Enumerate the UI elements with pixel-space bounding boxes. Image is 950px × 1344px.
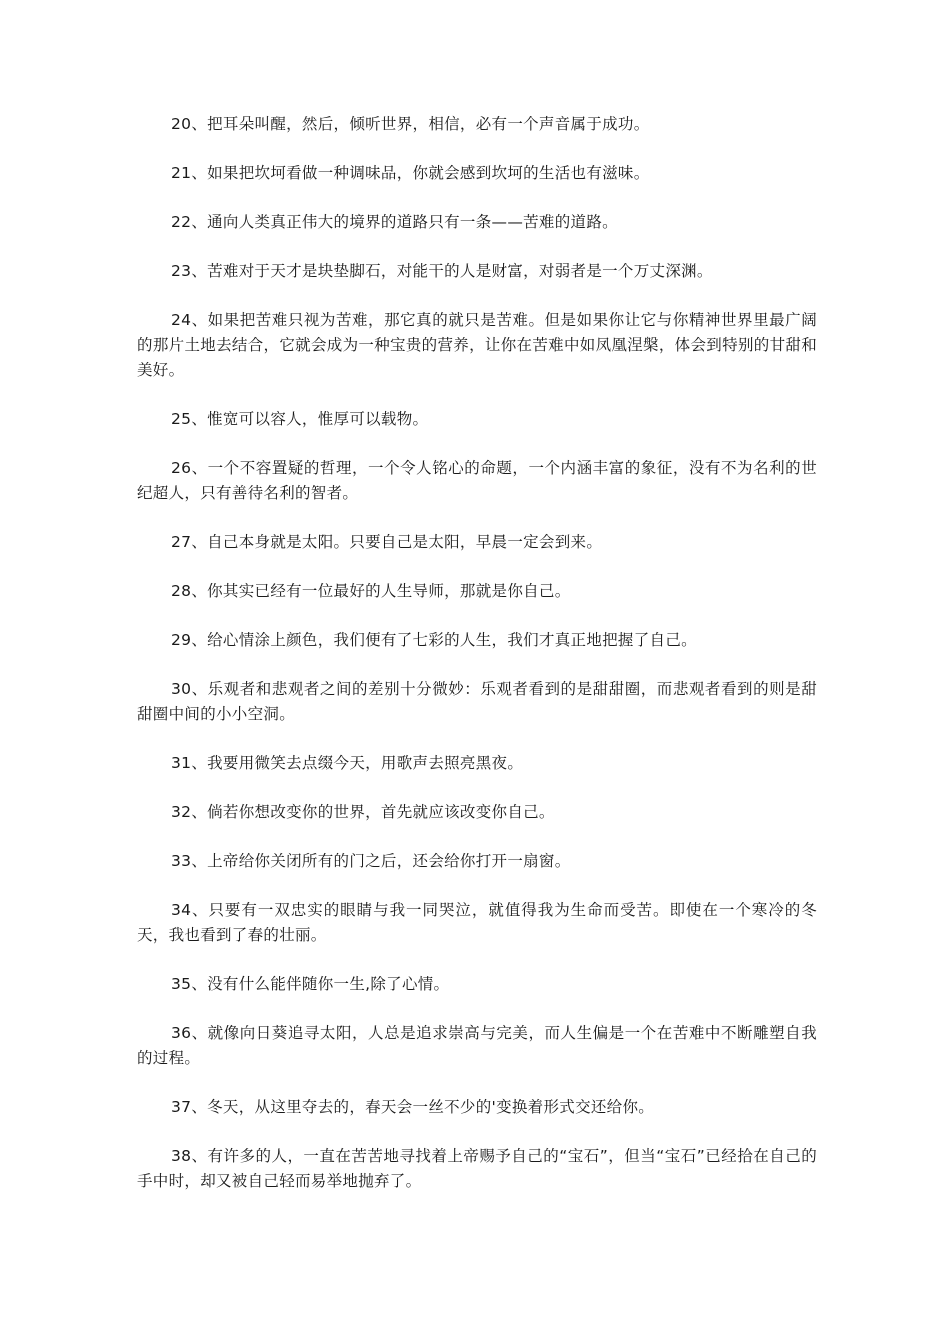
- paragraph-26: 26、一个不容置疑的哲理，一个令人铭心的命题，一个内涵丰富的象征，没有不为名利的世纪超人，只有善待名利的智者。: [137, 459, 817, 502]
- paragraph-27: 27、自己本身就是太阳。只要自己是太阳，早晨一定会到来。: [171, 533, 603, 551]
- paragraph-21: 21、如果把坎坷看做一种调味品，你就会感到坎坷的生活也有滋味。: [171, 164, 650, 182]
- paragraph-30: 30、乐观者和悲观者之间的差别十分微妙：乐观者看到的是甜甜圈，而悲观者看到的则是甜甜圈中间的小小空洞。: [137, 680, 817, 723]
- paragraph-31: 31、我要用微笑去点缀今天，用歌声去照亮黑夜。: [171, 754, 524, 772]
- paragraph-23: 23、苦难对于天才是块垫脚石，对能干的人是财富，对弱者是一个万丈深渊。: [171, 262, 713, 280]
- paragraph-34: 34、只要有一双忠实的眼睛与我一同哭泣，就值得我为生命而受苦。即使在一个寒冷的冬天，我也看到了春的壮丽。: [137, 901, 817, 944]
- paragraph-28: 28、你其实已经有一位最好的人生导师，那就是你自己。: [171, 582, 571, 600]
- paragraph-37: 37、冬天，从这里夺去的，春天会一丝不少的'变换着形式交还给你。: [171, 1098, 655, 1116]
- paragraph-22: 22、通向人类真正伟大的境界的道路只有一条——苦难的道路。: [171, 213, 618, 231]
- paragraph-35: 35、没有什么能伴随你一生,除了心情。: [171, 975, 450, 993]
- paragraph-33: 33、上帝给你关闭所有的门之后，还会给你打开一扇窗。: [171, 852, 571, 870]
- paragraph-20: 20、把耳朵叫醒，然后，倾听世界，相信，必有一个声音属于成功。: [171, 115, 650, 133]
- paragraph-32: 32、倘若你想改变你的世界，首先就应该改变你自己。: [171, 803, 555, 821]
- paragraph-25: 25、惟宽可以容人，惟厚可以载物。: [171, 410, 429, 428]
- paragraph-29: 29、给心情涂上颜色，我们便有了七彩的人生，我们才真正地把握了自己。: [171, 631, 697, 649]
- document-body: [137, 112, 817, 1218]
- paragraph-36: 36、就像向日葵追寻太阳，人总是追求崇高与完美，而人生偏是一个在苦难中不断雕塑自我的过程。: [137, 1024, 817, 1067]
- paragraph-24: 24、如果把苦难只视为苦难，那它真的就只是苦难。但是如果你让它与你精神世界里最广阔的那片土地去结合，它就会成为一种宝贵的营养，让你在苦难中如凤凰涅槃，体会到特别的甘甜和美好。: [137, 311, 817, 379]
- paragraph-38: 38、有许多的人，一直在苦苦地寻找着上帝赐予自己的“宝石”，但当“宝石”已经拾在自己的手中时，却又被自己轻而易举地抛弃了。: [137, 1147, 817, 1190]
